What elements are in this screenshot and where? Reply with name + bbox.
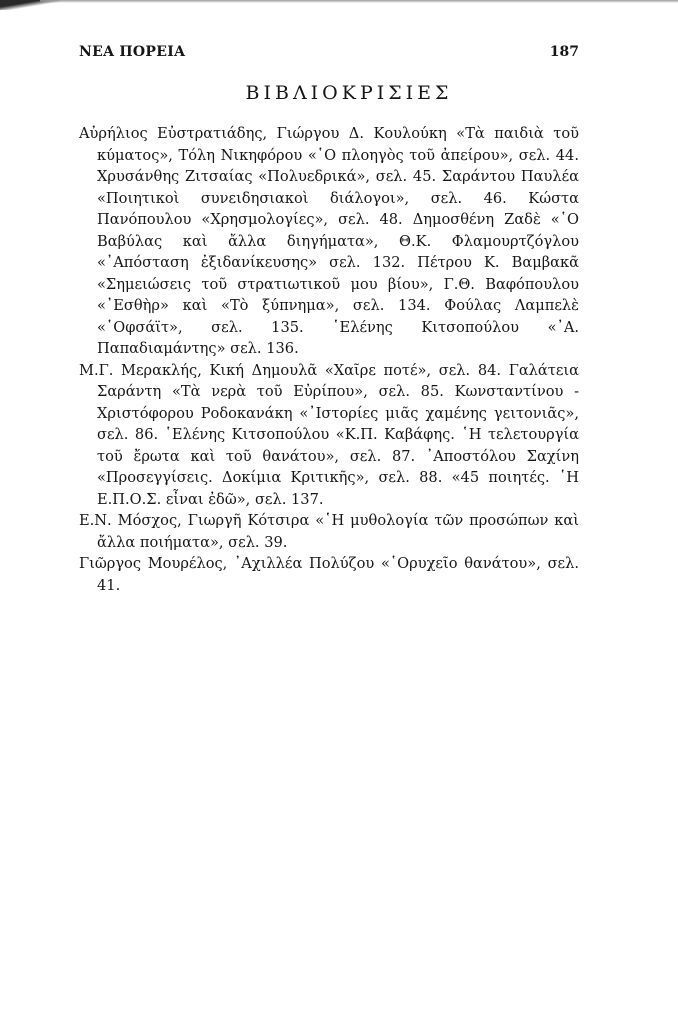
review-entry: Αὐρήλιος Εὐστρατιάδης, Γιώργου Δ. Κουλούκη «Τὰ παιδιὰ τοῦ κύματος», Τόλη Νικηφόρου «῾Ο πλοηγὸς τοῦ ἀπείρου», σελ. 44. Χρυσάνθης Ζιτσαίας «Πολυεδρικά», σελ. 45. Σαράντου Παυλέα «Ποιητικοὶ συνειδησιακοὶ διάλογοι», σελ. 46. Κώστα Πανόπουλου «Χρησμολογίες», σελ. 48. Δημοσθένη Ζαδὲ «῾Ο Βαβύλας καὶ ἄλλα διηγήματα», Θ.Κ. Φλαμουρτζόγλου «᾿Απόσταση ἐξιδανίκευσης» σελ. 132. Πέτρου Κ. Βαμβακᾶ «Σημειώσεις τοῦ στρατιωτικοῦ μου βίου», Γ.Θ. Βαφόπουλου «᾿Εσθὴρ» καὶ «Τὸ ξύπνημα», σελ. 134. Φούλας Λαμπελὲ «῾Οφσάϊτ», σελ. 135. ῾Ελένης Κιτσοπούλου «᾿Α. Παπαδιαμάντης» σελ. 136. (79, 125, 579, 357)
journal-title: ΝΕΑ ΠΟΡΕΙΑ (79, 44, 186, 60)
review-entry: Μ.Γ. Μερακλής, Κική Δημουλᾶ «Χαῖρε ποτέ», σελ. 84. Γαλάτεια Σαράντη «Τὰ νερὰ τοῦ Εὐρίπου», σελ. 85. Κωνσταντίνου - Χριστόφορου Ροδοκανάκη «᾿Ιστορίες μιᾶς χαμένης γειτονιᾶς», σελ. 86. ῾Ελένης Κιτσοπούλου «Κ.Π. Καβάφης. ῾Η τελετουργία τοῦ ἔρωτα καὶ τοῦ θανάτου», σελ. 87. ᾿Αποστόλου Σαχίνη «Προσεγγίσεις. Δοκίμια Κριτικῆς», σελ. 88. «45 ποιητές. ῾Η Ε.Π.Ο.Σ. εἶναι ἐδῶ», σελ. 137. (79, 361, 579, 508)
review-list (79, 123, 579, 596)
scan-shadow-edge (40, 0, 678, 3)
running-head (79, 44, 579, 64)
review-entry: Ε.Ν. Μόσχος, Γιωργῆ Κότσιρα «῾Η μυθολογία τῶν προσώπων καὶ ἄλλα ποιήματα», σελ. 39. (79, 512, 579, 551)
page-number: 187 (549, 44, 579, 60)
review-entry: Γιῶργος Μουρέλος, ᾿Αχιλλέα Πολύζου «῾Ορυχεῖο θανάτου», σελ. 41. (79, 555, 579, 594)
section-title: ΒΙΒΛΙΟΚΡΙΣΙΕΣ (245, 82, 453, 104)
